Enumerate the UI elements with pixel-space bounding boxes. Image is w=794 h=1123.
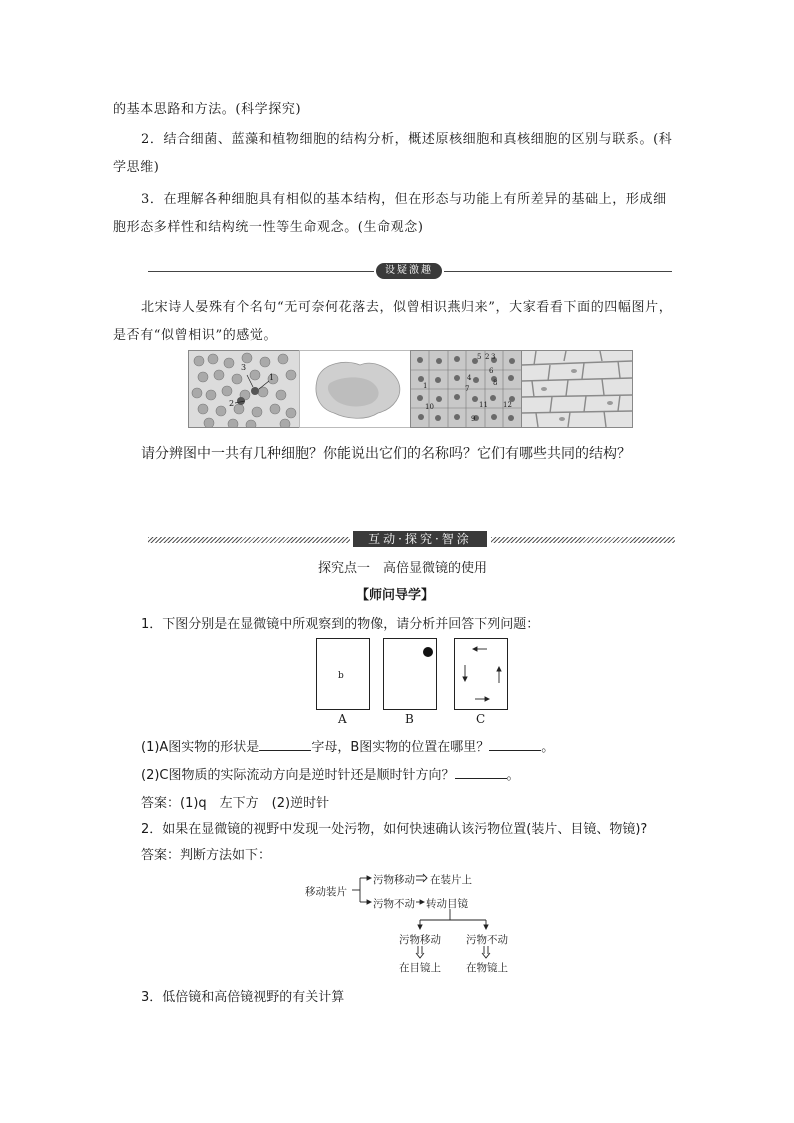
flow-result-objective: 在物镜上 <box>466 962 508 974</box>
photo-plant-cells <box>521 350 633 428</box>
banner-2-left-hatch <box>148 537 350 543</box>
flow-branch-2-next: 转动目镜 <box>426 898 468 910</box>
photo-3-label-8: 8 <box>493 379 498 387</box>
photo-3-label-3: 3 <box>491 353 496 361</box>
section-title: 探究点一 高倍显微镜的使用 <box>318 561 488 576</box>
sub-2-part-b: 。 <box>506 768 520 783</box>
microscope-view-b <box>383 638 437 710</box>
flow-branch-1: 污物移动 <box>373 874 415 886</box>
photo-blood-cells <box>188 350 300 428</box>
microscope-view-a <box>316 638 370 710</box>
photo-1-label-1: 1 <box>269 373 275 382</box>
flow-check-moves: 污物移动 <box>399 934 441 946</box>
section-subtitle: 【师问导学】 <box>356 588 435 603</box>
flow-branch-2: 污物不动 <box>373 898 415 910</box>
photo-3-label-4: 4 <box>467 374 472 382</box>
caption-a: A <box>338 712 347 726</box>
caption-c: C <box>476 712 486 726</box>
banner-1-label: 设疑激趣 <box>376 263 442 279</box>
photo-3-label-7: 7 <box>465 385 470 393</box>
question-1-answer: 答案：(1)q 左下方 (2)逆时针 <box>141 796 330 811</box>
question-1-text: 1．下图分别是在显微镜中所观察到的物像，请分析并回答下列问题： <box>141 617 540 632</box>
intro-line-5: 胞形态多样性和结构统一性等生命观念。(生命观念) <box>113 220 424 235</box>
photo-3-label-6: 6 <box>489 367 494 375</box>
intro-line-3: 学思维) <box>113 160 160 175</box>
poem-line-2: 是否有“似曾相识”的感觉。 <box>113 328 278 343</box>
flow-branch-1-result: 在装片上 <box>430 874 472 886</box>
photo-stained-cells <box>410 350 522 428</box>
question-1-sub-2 <box>141 764 520 783</box>
view-c-flow-arrows <box>455 639 507 709</box>
main-question: 请分辨图中一共有几种细胞？你能说出它们的名称吗？它们有哪些共同的结构？ <box>141 446 631 462</box>
question-1-sub-1 <box>141 736 554 755</box>
banner-2-right-hatch <box>491 537 675 543</box>
answer-blank-position[interactable] <box>489 738 541 751</box>
photo-1-label-3: 3 <box>241 363 247 372</box>
banner-1-right-rule <box>444 271 672 272</box>
photo-1-label-2: 2 <box>229 399 235 408</box>
intro-line-4: 3．在理解各种细胞具有相似的基本结构，但在形态与功能上有所差异的基础上，形成细 <box>141 192 667 207</box>
banner-1-left-rule <box>148 271 374 272</box>
poem-line-1: 北宋诗人晏殊有个名句“无可奈何花落去，似曾相识燕归来”，大家看看下面的四幅图片， <box>141 300 673 315</box>
photo-3-label-10: 10 <box>425 403 434 411</box>
flow-check-still: 污物不动 <box>466 934 508 946</box>
photo-3-label-11: 11 <box>479 401 488 409</box>
view-b-dot <box>423 647 433 657</box>
photo-3-label-9: 9 <box>471 415 476 423</box>
microscope-view-c <box>454 638 508 710</box>
view-a-letter: b <box>338 671 344 681</box>
flow-result-eyepiece: 在目镜上 <box>399 962 441 974</box>
photo-3-label-1: 1 <box>423 382 428 390</box>
photo-3-label-12: 12 <box>503 401 512 409</box>
flow-start: 移动装片 <box>305 886 347 898</box>
sub-1-part-a: (1)A图实物的形状是 <box>141 740 260 755</box>
sub-1-part-c: 。 <box>541 740 555 755</box>
photo-3-label-2: 2 <box>485 353 490 361</box>
photo-tissue-blob <box>299 350 411 428</box>
question-2-text: 2．如果在显微镜的视野中发现一处污物，如何快速确认该污物位置(装片、目镜、物镜)? <box>141 822 648 837</box>
sub-2-part-a: (2)C图物质的实际流动方向是逆时针还是顺时针方向？ <box>141 768 455 783</box>
question-2-answer: 答案：判断方法如下： <box>141 848 272 863</box>
answer-blank-direction[interactable] <box>455 766 507 779</box>
sub-1-part-b: 字母，B图实物的位置在哪里？ <box>311 740 490 755</box>
intro-line-1: 的基本思路和方法。(科学探究) <box>113 102 302 117</box>
intro-line-2: 2．结合细菌、蓝藻和植物细胞的结构分析，概述原核细胞和真核细胞的区别与联系。(科 <box>141 132 673 147</box>
question-3-text: 3．低倍镜和高倍镜视野的有关计算 <box>141 990 345 1005</box>
tissue-blob-drawing <box>300 351 410 427</box>
banner-2-label: 互动·探究·智涂 <box>353 531 487 547</box>
photo-3-label-5: 5 <box>477 353 482 361</box>
plant-cells-drawing <box>522 351 632 427</box>
answer-blank-shape[interactable] <box>259 738 311 751</box>
caption-b: B <box>405 712 414 726</box>
